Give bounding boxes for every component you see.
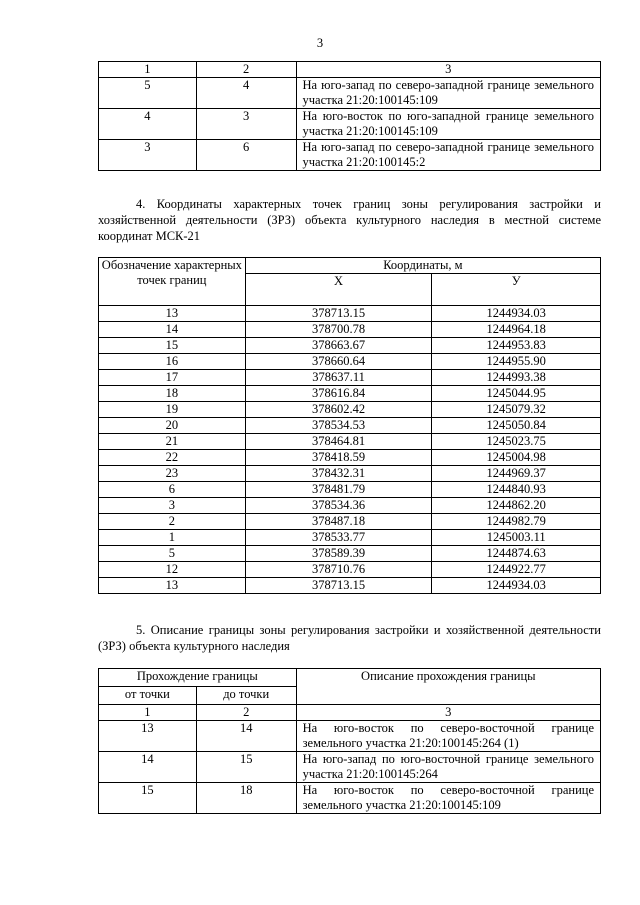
y-coordinate: 1245003.11: [432, 530, 601, 546]
to-point: 18: [196, 783, 296, 814]
x-coordinate: 378713.15: [245, 306, 432, 322]
boundary-description: На юго-восток по юго-западной границе земельного участка 21:20:100145:109: [296, 109, 601, 140]
y-coordinate: 1245023.75: [432, 434, 601, 450]
from-point-header: от точки: [99, 687, 197, 705]
y-coordinate: 1244993.38: [432, 370, 601, 386]
point-designation: 1: [99, 530, 246, 546]
x-coordinate: 378713.15: [245, 578, 432, 594]
x-coordinate: 378710.76: [245, 562, 432, 578]
point-designation: 13: [99, 306, 246, 322]
x-coordinate: 378602.42: [245, 402, 432, 418]
boundary-description-table: [98, 668, 601, 814]
point-designation-header: Обозначение характерных точек границ: [99, 258, 246, 306]
from-point: 5: [99, 78, 197, 109]
boundary-description: На юго-запад по северо-западной границе земельного участка 21:20:100145:109: [296, 78, 601, 109]
y-coordinate: 1244862.20: [432, 498, 601, 514]
to-point: 15: [196, 752, 296, 783]
boundary-description: На юго-запад по юго-восточной границе земельного участка 21:20:100145:264: [296, 752, 600, 783]
table-row: [99, 338, 601, 354]
to-point: 14: [196, 721, 296, 752]
x-coordinate: 378700.78: [245, 322, 432, 338]
point-designation: 22: [99, 450, 246, 466]
section-4-heading: [98, 196, 601, 244]
coordinates-table: [98, 257, 601, 594]
boundary-description: На юго-восток по северо-восточной границе земельного участка 21:20:100145:109: [296, 783, 600, 814]
y-coordinate: 1244874.63: [432, 546, 601, 562]
table-row: [99, 578, 601, 594]
table-row: [99, 354, 601, 370]
passage-header: Прохождение границы: [99, 669, 297, 687]
y-coordinate: 1244934.03: [432, 306, 601, 322]
x-coordinate: 378418.59: [245, 450, 432, 466]
from-point: 4: [99, 109, 197, 140]
boundary-continuation-table: [98, 61, 601, 171]
point-designation: 14: [99, 322, 246, 338]
y-coordinate: 1245079.32: [432, 402, 601, 418]
from-point: 14: [99, 752, 197, 783]
point-designation: 12: [99, 562, 246, 578]
x-coordinate: 378637.11: [245, 370, 432, 386]
boundary-description: На юго-запад по северо-западной границе земельного участка 21:20:100145:2: [296, 140, 601, 171]
table-row: [99, 386, 601, 402]
table-row: [99, 434, 601, 450]
point-designation: 21: [99, 434, 246, 450]
x-coordinate: 378533.77: [245, 530, 432, 546]
table-row: [99, 514, 601, 530]
boundary-description: На юго-восток по северо-восточной границе земельного участка 21:20:100145:264 (1): [296, 721, 600, 752]
y-coordinate: 1245050.84: [432, 418, 601, 434]
point-designation: 13: [99, 578, 246, 594]
table-header-row: [99, 62, 601, 78]
point-designation: 6: [99, 482, 246, 498]
from-point: 13: [99, 721, 197, 752]
y-coordinate: 1244982.79: [432, 514, 601, 530]
x-coordinate: 378663.67: [245, 338, 432, 354]
point-designation: 23: [99, 466, 246, 482]
table-row: [99, 322, 601, 338]
table-row: [99, 752, 601, 783]
x-coordinate: 378589.39: [245, 546, 432, 562]
point-designation: 2: [99, 514, 246, 530]
to-point-header: до точки: [196, 687, 296, 705]
table-row: [99, 306, 601, 322]
x-coordinate: 378616.84: [245, 386, 432, 402]
table-header-row: [99, 705, 601, 721]
x-coordinate: 378487.18: [245, 514, 432, 530]
x-coordinate: 378534.53: [245, 418, 432, 434]
y-header: У: [432, 274, 601, 306]
y-coordinate: 1244953.83: [432, 338, 601, 354]
y-coordinate: 1245044.95: [432, 386, 601, 402]
point-designation: 18: [99, 386, 246, 402]
point-designation: 3: [99, 498, 246, 514]
table-row: [99, 482, 601, 498]
x-coordinate: 378660.64: [245, 354, 432, 370]
x-coordinate: 378534.36: [245, 498, 432, 514]
column-number: 1: [99, 705, 197, 721]
x-coordinate: 378464.81: [245, 434, 432, 450]
table-row: [99, 721, 601, 752]
section-5-heading: [98, 622, 601, 654]
table-row: [99, 546, 601, 562]
table-header-row: [99, 669, 601, 687]
table-row: [99, 466, 601, 482]
from-point: 3: [99, 140, 197, 171]
point-designation: 20: [99, 418, 246, 434]
table-row: [99, 109, 601, 140]
y-coordinate: 1244955.90: [432, 354, 601, 370]
description-header: Описание прохождения границы: [296, 669, 600, 705]
coordinates-header: Координаты, м: [245, 258, 600, 274]
y-coordinate: 1244964.18: [432, 322, 601, 338]
table-row: [99, 418, 601, 434]
table-row: [99, 140, 601, 171]
point-designation: 5: [99, 546, 246, 562]
y-coordinate: 1244969.37: [432, 466, 601, 482]
table-header-row: [99, 258, 601, 274]
point-designation: 17: [99, 370, 246, 386]
column-number: 3: [296, 705, 600, 721]
point-designation: 19: [99, 402, 246, 418]
to-point: 6: [196, 140, 296, 171]
page-number: 3: [316, 36, 324, 50]
table-row: [99, 498, 601, 514]
x-coordinate: 378481.79: [245, 482, 432, 498]
column-number: 3: [296, 62, 601, 78]
table-row: [99, 370, 601, 386]
column-number: 2: [196, 705, 296, 721]
table-row: [99, 78, 601, 109]
table-row: [99, 450, 601, 466]
section-4-text: 4. Координаты характерных точек границ зоны регулирования застройки и хозяйственной деятельности (ЗРЗ) объекта культурного наследия в местной системе координат МСК-21: [98, 197, 601, 243]
table-row: [99, 530, 601, 546]
y-coordinate: 1245004.98: [432, 450, 601, 466]
point-designation: 15: [99, 338, 246, 354]
column-number: 1: [99, 62, 197, 78]
y-coordinate: 1244840.93: [432, 482, 601, 498]
point-designation: 16: [99, 354, 246, 370]
y-coordinate: 1244934.03: [432, 578, 601, 594]
x-coordinate: 378432.31: [245, 466, 432, 482]
table-row: [99, 783, 601, 814]
table-row: [99, 402, 601, 418]
from-point: 15: [99, 783, 197, 814]
section-5-text: 5. Описание границы зоны регулирования застройки и хозяйственной деятельности (ЗРЗ) объекта культурного наследия: [98, 623, 601, 653]
x-header: X: [245, 274, 432, 306]
to-point: 3: [196, 109, 296, 140]
table-row: [99, 562, 601, 578]
y-coordinate: 1244922.77: [432, 562, 601, 578]
column-number: 2: [196, 62, 296, 78]
to-point: 4: [196, 78, 296, 109]
